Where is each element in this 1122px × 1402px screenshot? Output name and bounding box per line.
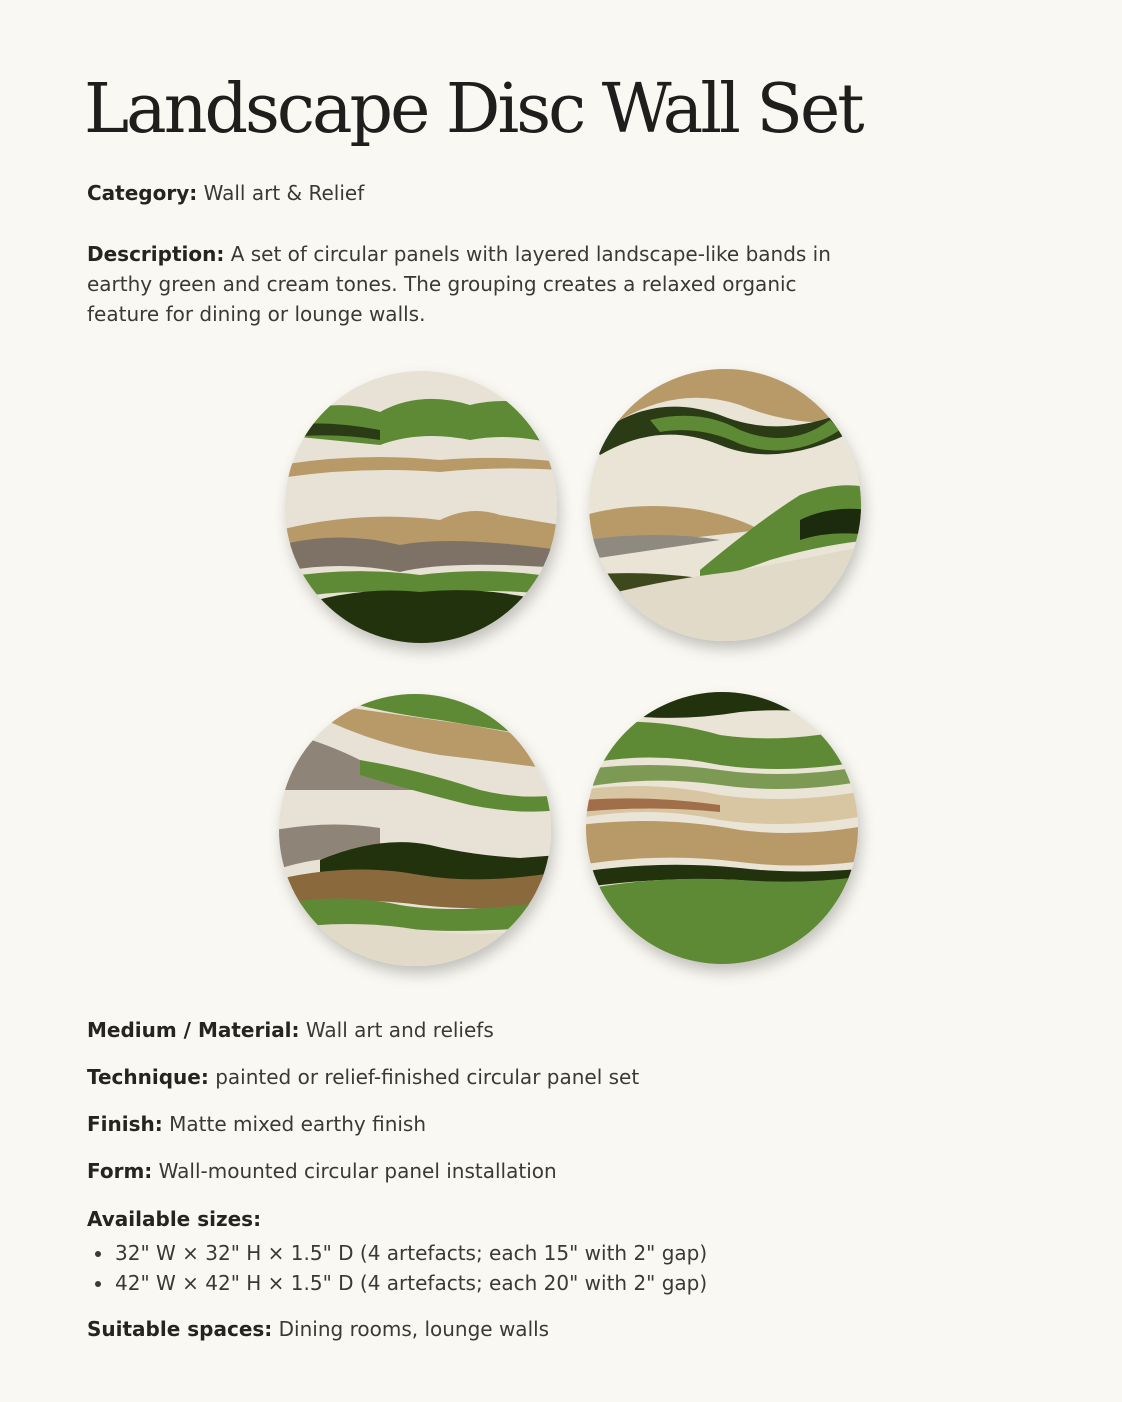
sizes-list (95, 1238, 707, 1298)
description-label: Description: (87, 242, 225, 266)
technique-value: painted or relief-finished circular panel set (215, 1065, 640, 1089)
form-field (87, 1156, 557, 1186)
disc-bottom-right (580, 690, 870, 980)
medium-value: Wall art and reliefs (305, 1018, 494, 1042)
category-label: Category: (87, 181, 198, 205)
page-title: Landscape Disc Wall Set (84, 70, 862, 149)
spaces-value: Dining rooms, lounge walls (278, 1317, 550, 1341)
description-field (87, 239, 847, 329)
category-field (87, 178, 364, 208)
finish-value: Matte mixed earthy finish (169, 1112, 427, 1136)
landscape-disc-set-image (0, 345, 1122, 995)
disc-top-right (585, 360, 870, 650)
disc-top-left (280, 371, 560, 660)
description-value: A set of circular panels with layered landscape-like bands in earthy green and cream tones. The grouping creates a relaxed organic feature for dining or lounge walls. (87, 242, 831, 326)
finish-field (87, 1109, 426, 1139)
spaces-field (87, 1314, 549, 1344)
disc-bottom-left (275, 690, 560, 980)
category-value: Wall art & Relief (203, 181, 365, 205)
finish-label: Finish: (87, 1112, 163, 1136)
sizes-label: Available sizes: (87, 1207, 262, 1231)
technique-field (87, 1062, 639, 1092)
size-item: 32" W × 32" H × 1.5" D (4 artefacts; each 15" with 2" gap) (95, 1238, 707, 1268)
size-item: 42" W × 42" H × 1.5" D (4 artefacts; each 20" with 2" gap) (95, 1268, 707, 1298)
form-value: Wall-mounted circular panel installation (158, 1159, 557, 1183)
technique-label: Technique: (87, 1065, 209, 1089)
spaces-label: Suitable spaces: (87, 1317, 273, 1341)
medium-field (87, 1015, 494, 1045)
sizes-field (87, 1204, 261, 1234)
form-label: Form: (87, 1159, 153, 1183)
medium-label: Medium / Material: (87, 1018, 300, 1042)
